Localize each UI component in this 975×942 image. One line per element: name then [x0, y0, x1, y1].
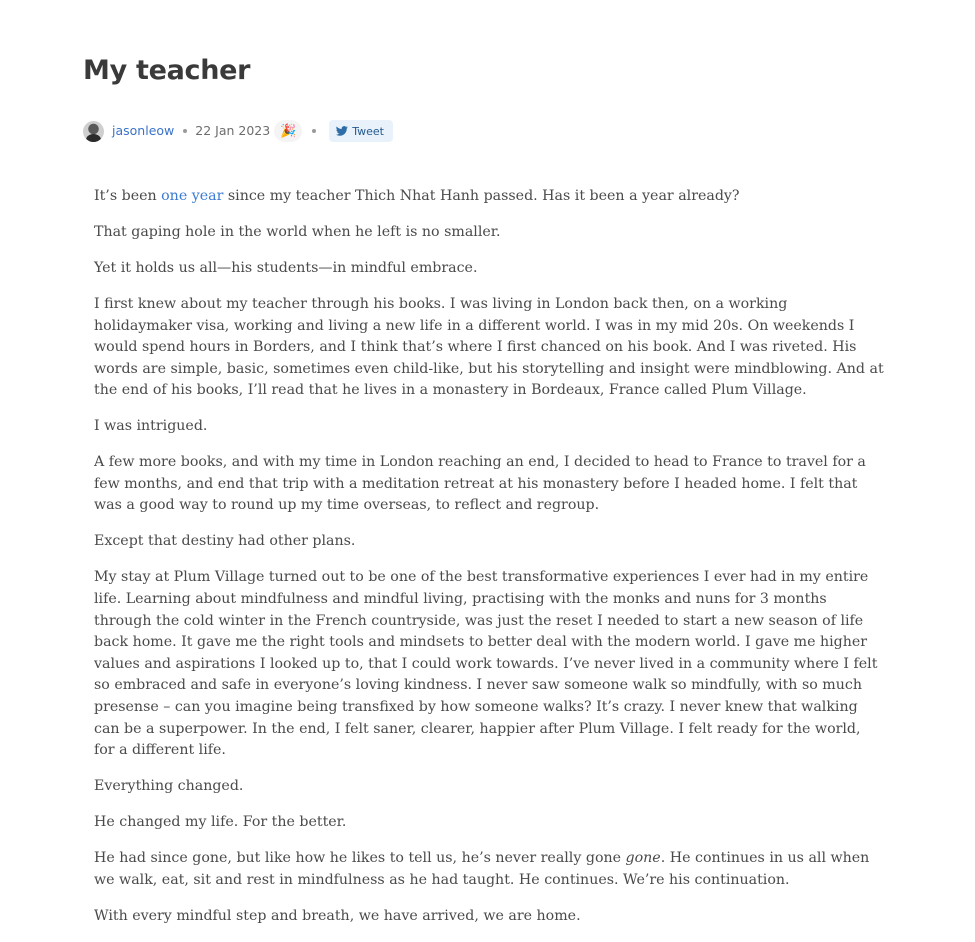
tweet-button[interactable] [329, 120, 393, 142]
party-popper-icon[interactable]: 🎉 [274, 120, 302, 142]
paragraph-text: since my teacher Thich Nhat Hanh passed. Has it been a year already? [223, 188, 740, 204]
one-year-link[interactable]: one year [161, 188, 224, 204]
post-meta [83, 119, 393, 143]
paragraph-text: It’s been [94, 188, 162, 204]
post-date: 22 Jan 2023 [195, 122, 271, 138]
paragraph: That gaping hole in the world when he left is no smaller. [94, 223, 501, 240]
author-link[interactable]: jasonleow [112, 122, 175, 138]
separator-dot [183, 129, 187, 133]
paragraph: A few more books, and with my time in London reaching an end, I decided to head to France to travel for a few months, and end that trip with a meditation retreat at his monastery before I headed home. I felt that was a good way to round up my time overseas, to reflect and regroup. [94, 454, 866, 514]
paragraph: My stay at Plum Village turned out to be one of the best transformative experiences I ever had in my entire life. Learning about mindfulness and mindful living, practising with the monks and nuns for 3 months through the cold winter in the French countryside, was just the reset I needed to start a new season of life back home. It gave me the right tools and mindsets to better deal with the modern world. I gave me higher values and aspirations I looked up to, that I could work towards. I’ve never lived in a community where I felt so embraced and safe in everyone’s loving kindness. I never saw someone walk so mindfully, with so much presense – can you imagine being transfixed by how someone walks? It’s crazy. I never knew that walking can be a superpower. In the end, I felt saner, clearer, happier after Plum Village. I felt ready for the world, for a different life. [94, 569, 878, 759]
user-avatar[interactable] [83, 121, 104, 142]
paragraph [94, 186, 884, 208]
paragraph: With every mindful step and breath, we have arrived, we are home. [94, 907, 581, 924]
paragraph: Except that destiny had other plans. [94, 533, 356, 550]
post-body [94, 186, 884, 942]
paragraph [94, 848, 884, 891]
paragraph: I first knew about my teacher through his books. I was living in London back then, on a working holidaymaker visa, working and living a new life in a different world. I was in my mid 20s. On weekends I would spend hours in Borders, and I think that’s where I first chanced on his book. And I was riveted. His words are simple, basic, sometimes even child-like, but his storytelling and insight were mindblowing. And at the end of his books, I’ll read that he lives in a monastery in Bordeaux, France called Plum Village. [94, 295, 884, 399]
paragraph: Yet it holds us all—his students—in mindful embrace. [94, 259, 478, 276]
emphasis: gone [625, 850, 661, 867]
paragraph-text: . He continues in us all when we walk, eat, sit and rest in mindfulness as he had taught. He continues. We’re his continuation. [94, 850, 870, 888]
paragraph: I was intrigued. [94, 418, 208, 435]
post-title: My teacher [83, 55, 251, 86]
paragraph: He changed my life. For the better. [94, 814, 347, 831]
tweet-label: Tweet [352, 124, 384, 138]
separator-dot [312, 129, 316, 133]
twitter-bird-icon [336, 126, 348, 136]
paragraph: Everything changed. [94, 778, 244, 795]
paragraph-text: He had since gone, but like how he likes to tell us, he’s never really gone [94, 850, 626, 867]
